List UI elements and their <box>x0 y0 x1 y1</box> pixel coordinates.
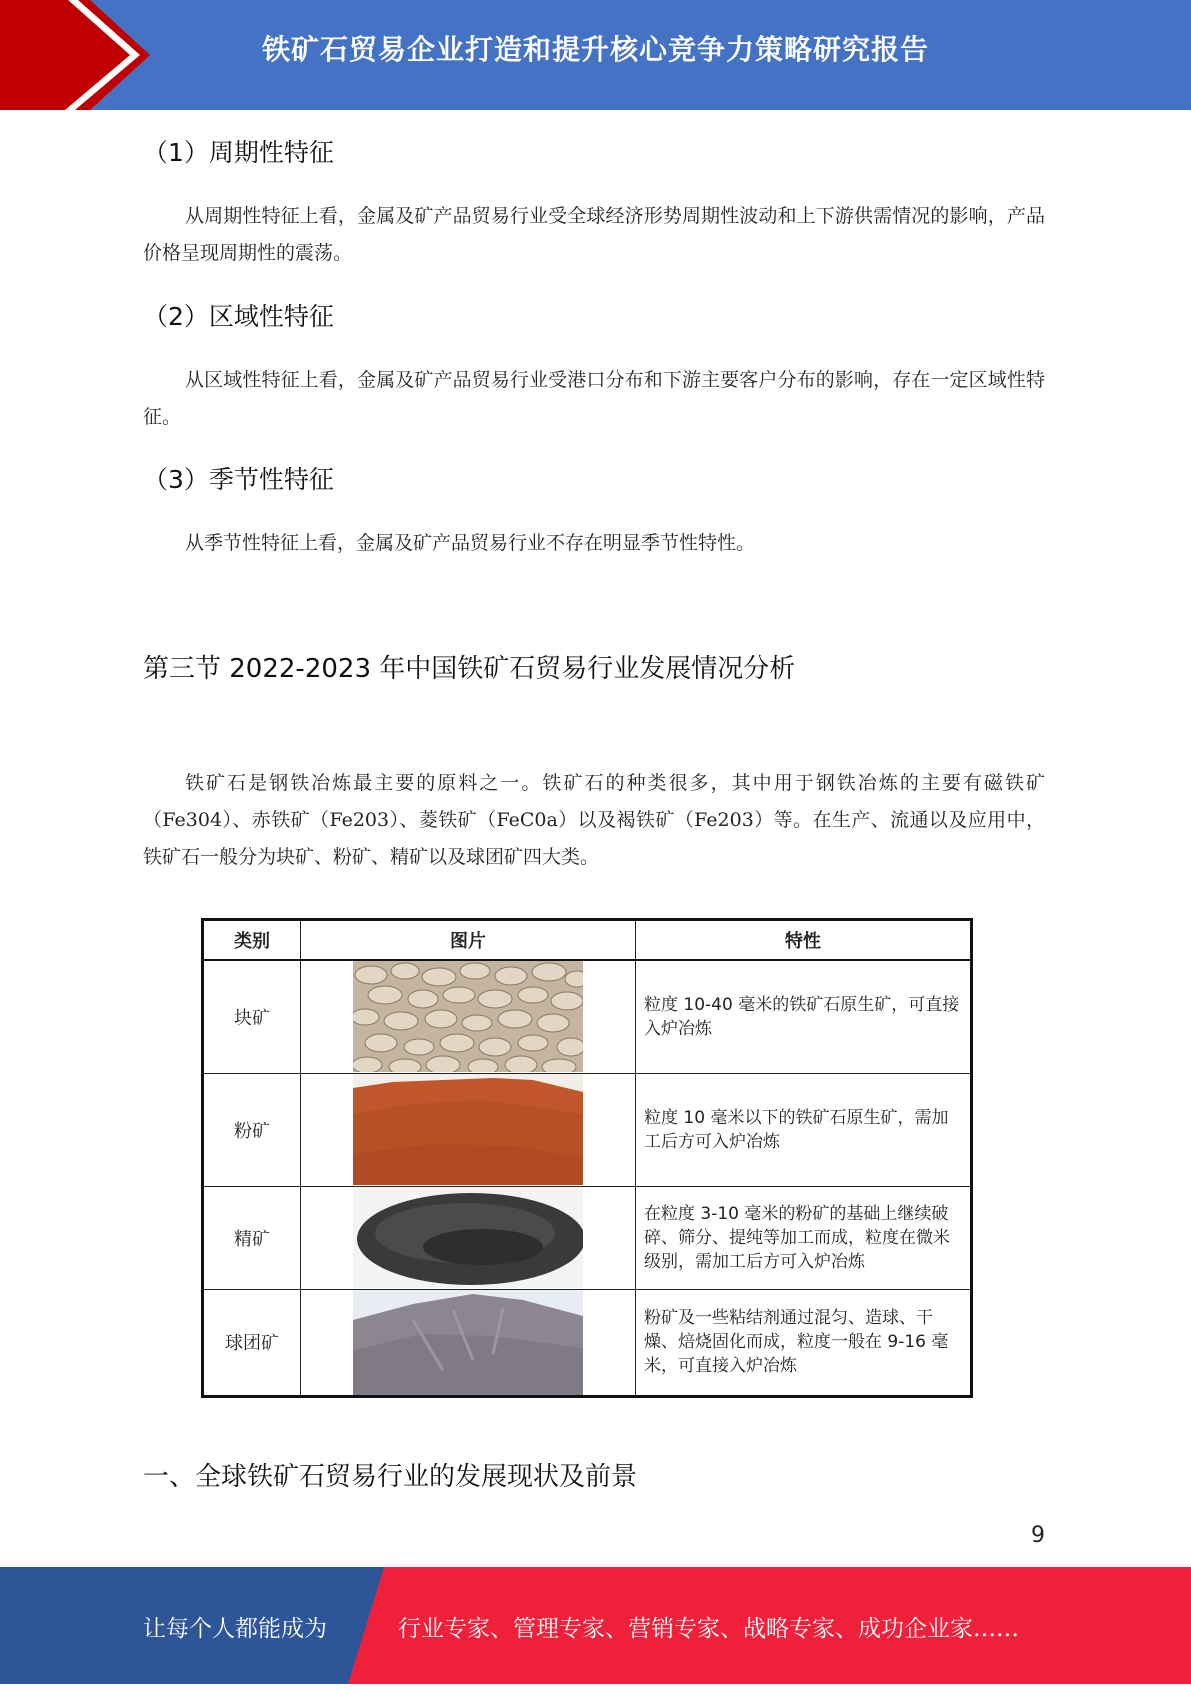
row-description: 粒度 10 毫米以下的铁矿石原生矿，需加工后方可入炉冶炼 <box>636 1073 972 1186</box>
col-header-category: 类别 <box>203 920 301 961</box>
row-image-cell <box>301 1186 636 1289</box>
ore-types-table <box>201 918 973 1398</box>
page-number: 9 <box>1031 1523 1045 1548</box>
page-footer <box>0 1567 1191 1684</box>
paragraph-regional: 从区域性特征上看，金属及矿产品贸易行业受港口分布和下游主要客户分布的影响，存在一定区域性特征。 <box>143 369 1045 428</box>
lump-ore-image <box>353 961 583 1072</box>
paragraph-intro: 铁矿石是钢铁冶炼最主要的原料之一。铁矿石的种类很多，其中用于钢铁冶炼的主要有磁铁矿（Fe304）、赤铁矿（Fe203）、菱铁矿（FeC0a）以及褐铁矿（Fe203）等。在生产、流通以及应用中，铁矿石一般分为块矿、粉矿、精矿以及球团矿四大类。 <box>143 772 1045 868</box>
heading-seasonal: （3）季节性特征 <box>143 465 334 494</box>
row-category: 球团矿 <box>203 1289 301 1396</box>
row-image-cell <box>301 960 636 1073</box>
page-header <box>0 0 1191 110</box>
row-description: 粉矿及一些粘结剂通过混匀、造球、干燥、焙烧固化而成，粒度一般在 9-16 毫米，可直接入炉冶炼 <box>636 1289 972 1396</box>
subheading-global: 一、全球铁矿石贸易行业的发展现状及前景 <box>143 1462 638 1492</box>
heading-regional: （2）区域性特征 <box>143 302 334 331</box>
row-category: 粉矿 <box>203 1073 301 1186</box>
heading-cyclical: （1）周期性特征 <box>143 138 334 167</box>
table-row <box>203 960 972 1073</box>
row-description: 在粒度 3-10 毫米的粉矿的基础上继续破碎、筛分、提纯等加工而成，粒度在微米级别，需加工后方可入炉冶炼 <box>636 1186 972 1289</box>
footer-slogan-left: 让每个人都能成为 <box>143 1616 327 1642</box>
concentrate-ore-image <box>353 1187 583 1288</box>
header-title: 铁矿石贸易企业打造和提升核心竞争力策略研究报告 <box>261 33 929 66</box>
table-header-row <box>203 920 972 961</box>
footer-slogan-right: 行业专家、管理专家、营销专家、战略专家、成功企业家…… <box>398 1616 1019 1642</box>
section-title: 第三节 2022-2023 年中国铁矿石贸易行业发展情况分析 <box>143 654 796 684</box>
fine-ore-image <box>353 1074 583 1185</box>
pellet-ore-image <box>353 1290 583 1395</box>
row-image-cell <box>301 1289 636 1396</box>
row-image-cell <box>301 1073 636 1186</box>
row-category: 块矿 <box>203 960 301 1073</box>
row-category: 精矿 <box>203 1186 301 1289</box>
paragraph-cyclical: 从周期性特征上看，金属及矿产品贸易行业受全球经济形势周期性波动和上下游供需情况的影响，产品价格呈现周期性的震荡。 <box>143 205 1045 264</box>
paragraph-seasonal: 从季节性特征上看，金属及矿产品贸易行业不存在明显季节性特性。 <box>185 532 756 554</box>
table-row <box>203 1186 972 1289</box>
table-row <box>203 1073 972 1186</box>
col-header-property: 特性 <box>636 920 972 961</box>
table-row <box>203 1289 972 1396</box>
row-description: 粒度 10-40 毫米的铁矿石原生矿，可直接入炉冶炼 <box>636 960 972 1073</box>
col-header-image: 图片 <box>301 920 636 961</box>
